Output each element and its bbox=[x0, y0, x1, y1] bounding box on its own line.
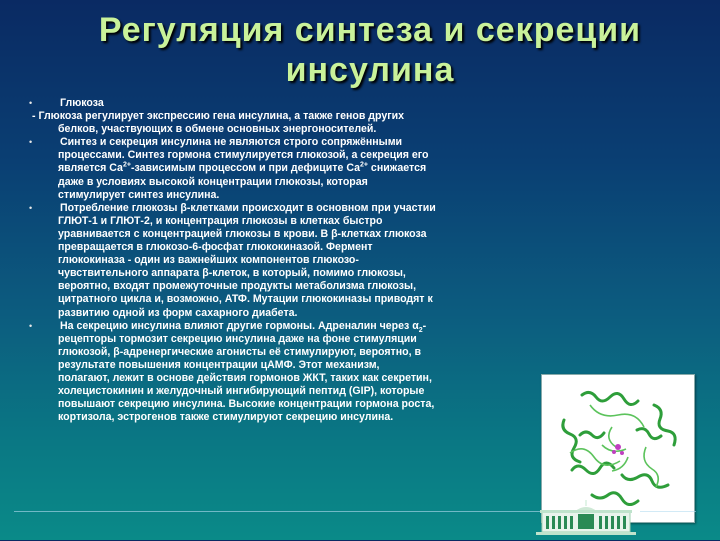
body-line: результате повышения концентрации цАМФ. Этот механизм, bbox=[58, 358, 380, 371]
body-line: цитратного цикла и, возможно, АТФ. Мутации глюкокиназы приводят к bbox=[58, 293, 433, 306]
superscript: 2+ bbox=[360, 161, 368, 169]
bullet-hormones bbox=[26, 320, 526, 333]
bullet-dot: • bbox=[29, 137, 33, 148]
text-fragment: - bbox=[422, 319, 427, 332]
building-icon bbox=[536, 498, 636, 536]
slide-title bbox=[60, 10, 680, 90]
text-fragment: снижается bbox=[367, 162, 427, 175]
text-fragment: На секрецию инсулина влияют другие гормоны. Адреналин через α bbox=[60, 319, 419, 332]
body-line: кортизола, эстрогенов также стимулируют секрецию инсулина. bbox=[58, 411, 394, 424]
body-line: ГЛЮТ-1 и ГЛЮТ-2, и концентрация глюкозы в клетках быстро bbox=[58, 214, 383, 227]
body-line: глюкозой, β-адренергические агонисты её стимулируют, вероятно, в bbox=[58, 345, 422, 358]
footer-divider bbox=[14, 511, 542, 512]
body-line: превращается в глюкозо-6-фосфат глюкокиназой. Фермент bbox=[58, 241, 373, 254]
bullet-synthesis bbox=[26, 136, 526, 149]
bullet-dot: • bbox=[29, 320, 33, 331]
body-line: Синтез и секреция инсулина не являются строго сопряжёнными bbox=[60, 136, 403, 149]
bullet-uptake bbox=[26, 202, 526, 215]
body-line-calcium bbox=[26, 162, 526, 175]
body-line: вероятно, входят промежуточные продукты метаболизма глюкозы, bbox=[58, 280, 417, 293]
body-line: белков, участвующих в обмене основных энергоносителей. bbox=[58, 123, 377, 136]
text-fragment: является Са bbox=[58, 162, 123, 175]
body-line: Потребление глюкозы β-клетками происходит в основном при участии bbox=[60, 201, 436, 214]
bullet-glucose bbox=[26, 97, 526, 110]
body-line: развитию одной из форм сахарного диабета. bbox=[58, 306, 298, 319]
body-line: уравнивается с концентрацией глюкозы в крови. В β-клетках глюкоза bbox=[58, 227, 427, 240]
body-line: рецепторы тормозит секрецию инсулина даже на фоне стимуляции bbox=[58, 332, 417, 345]
slide-title-line2: инсулина bbox=[285, 51, 455, 89]
body-line: - Глюкоза регулирует экспрессию гена инсулина, а также генов других bbox=[32, 110, 405, 123]
subscript: 2 bbox=[418, 326, 423, 334]
body-line: Глюкоза bbox=[60, 97, 104, 109]
body-line: глюкокиназа - один из важнейших компонентов глюкозо- bbox=[58, 254, 359, 267]
footer-divider bbox=[640, 511, 696, 512]
body-line: холецистокинин и желудочный ингибирующий пептид (GIP), которые bbox=[58, 385, 425, 398]
bullet-dot: • bbox=[29, 202, 33, 213]
slide-title-line1: Регуляция синтеза и секреции bbox=[98, 11, 642, 49]
body-line: даже в условиях высокой концентрации глюкозы, которая bbox=[58, 175, 368, 188]
body-line: повышают секрецию инсулина. Высокие концентрации гормона роста, bbox=[58, 398, 435, 411]
body-line: чувствительного аппарата β-клеток, в который, помимо глюкозы, bbox=[58, 267, 406, 280]
text-fragment: -зависимым процессом и при дефиците Са bbox=[130, 162, 360, 175]
bullet-dot: • bbox=[29, 98, 33, 108]
slide-body bbox=[26, 97, 526, 424]
body-line: стимулирует синтез инсулина. bbox=[58, 188, 220, 201]
university-logo bbox=[536, 498, 636, 536]
superscript: 2+ bbox=[122, 161, 131, 169]
body-line: процессами. Синтез гормона стимулируется глюкозой, а секреция его bbox=[58, 149, 429, 162]
body-line: полагают, лежит в основе действия гормонов ЖКТ, таких как секретин, bbox=[58, 371, 432, 384]
